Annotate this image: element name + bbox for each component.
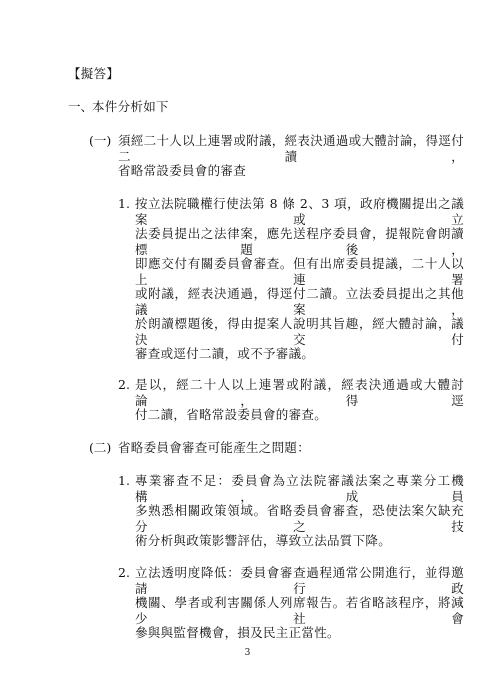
item-line: 專業審查不足：委員會為立法院審議法案之專業分工機構，成員 xyxy=(135,473,464,504)
item-line: 立法透明度降低：委員會審查過程通常公開進行，並得邀請行政 xyxy=(135,565,464,596)
item-line: 法委員提出之法律案，應先送程序委員會，提報院會朗讀標題後， xyxy=(135,226,464,257)
item-marker: 1. xyxy=(118,473,130,488)
item-line: 按立法院職權行使法第 8 條 2、3 項，政府機關提出之議案或立 xyxy=(135,196,464,227)
section-title: 本件分析如下 xyxy=(92,99,169,114)
item-line: 付二讀，省略常設委員會的審查。 xyxy=(135,407,328,422)
item-line: 是以，經二十人以上連署或附議，經表決通過或大體討論，得逕 xyxy=(135,377,464,408)
item-line: 審查或逕付二讀，或不予審議。 xyxy=(135,346,315,361)
item-marker: 2. xyxy=(118,565,130,580)
item-line: 術分析與政策影響評估，導致立法品質下降。 xyxy=(135,533,392,548)
item-line: 或附議，經表決通過，得逕付二讀。立法委員提出之其他議案， xyxy=(135,286,464,317)
item-line: 參與與監督機會，損及民主正當性。 xyxy=(135,625,340,640)
item-marker: 1. xyxy=(118,196,130,211)
subsection-1-marker: (一) xyxy=(89,133,112,148)
section-marker: 一、 xyxy=(68,99,94,114)
item-line: 機關、學者或利害關係人列席報告。若省略該程序，將減少社會 xyxy=(135,595,464,626)
subsection-1-line: 省略常設委員會的審查 xyxy=(118,163,247,178)
subsection-1-line: 須經二十人以上連署或附議，經表決通過或大體討論，得逕付二讀， xyxy=(118,133,464,164)
item-line: 於朗讀標題後，得由提案人說明其旨趣，經大體討論，議決交付 xyxy=(135,316,464,347)
item-line: 即應交付有關委員會審查。但有出席委員提議，二十人以上連署 xyxy=(135,256,464,287)
subsection-2-marker: (二) xyxy=(89,440,112,455)
answer-heading: 【擬答】 xyxy=(68,66,120,81)
item-marker: 2. xyxy=(118,377,130,392)
subsection-2-title: 省略委員會審查可能產生之問題： xyxy=(118,440,311,455)
item-line: 多熟悉相關政策領域。省略委員會審查，恐使法案欠缺充分之技 xyxy=(135,503,464,534)
page-number: 3 xyxy=(244,648,251,658)
